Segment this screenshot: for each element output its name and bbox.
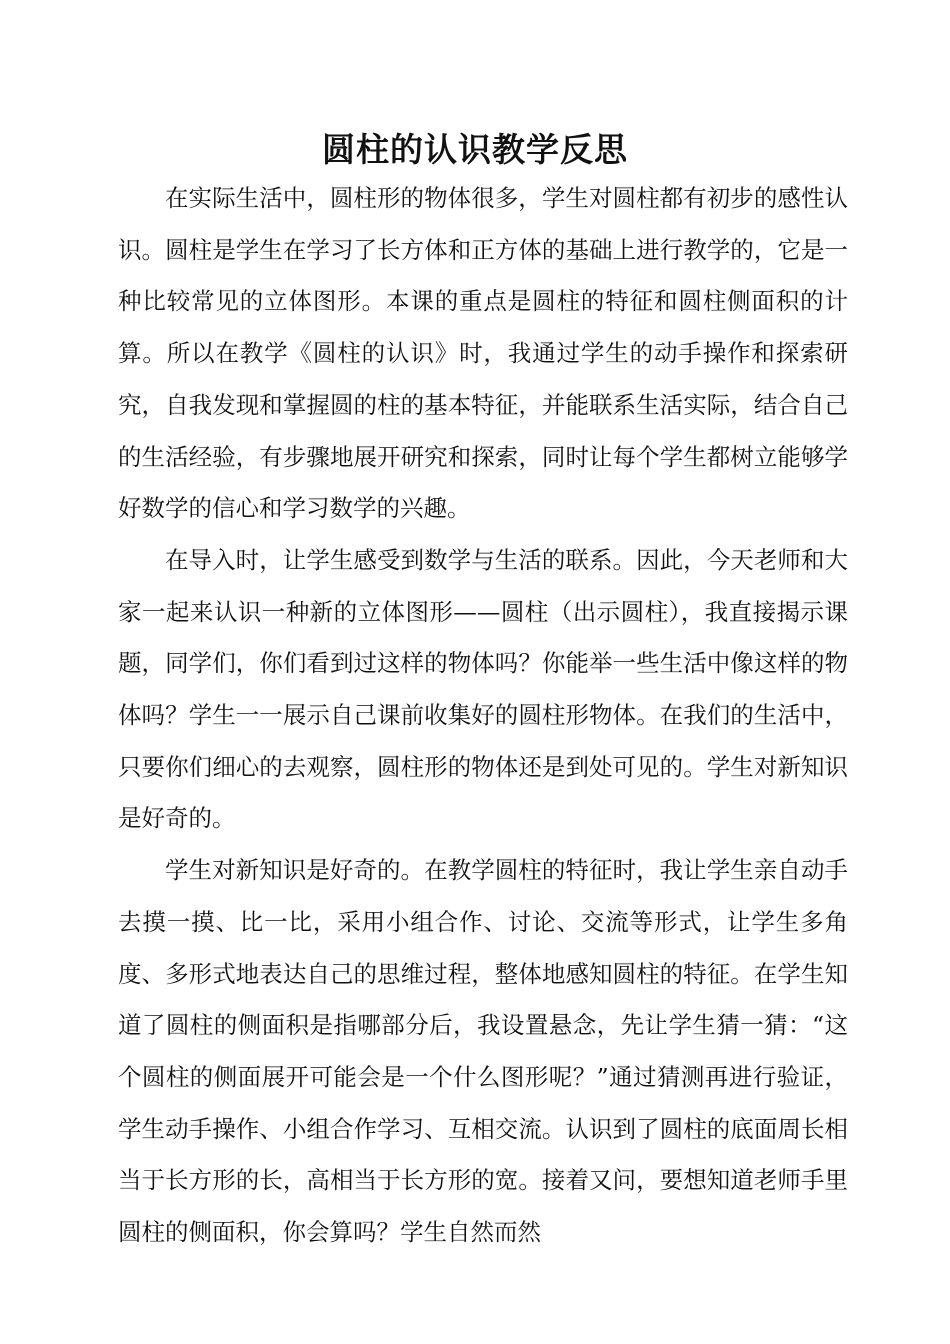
document-title: 圆柱的认识教学反思 (322, 130, 628, 169)
paragraph-3: 学生对新知识是好奇的。在教学圆柱的特征时，我让学生亲自动手去摸一摸、比一比，采用小组合作、讨论、交流等形式，让学生多角度、多形式地表达自己的思维过程，整体地感知圆柱的特征。在学生知道了圆柱的侧面积是指哪部分后，我设置悬念，先让学生猜一猜：“这个圆柱的侧面展开可能会是一个什么图形呢？”通过猜测再进行验证，学生动手操作、小组合作学习、互相交流。认识到了圆柱的底面周长相当于长方形的长，高相当于长方形的宽。接着又问，要想知道老师手里圆柱的侧面积，你会算吗？学生自然而然 (118, 856, 848, 1247)
paragraph-2: 在导入时，让学生感受到数学与生活的联系。因此，今天老师和大家一起来认识一种新的立体图形——圆柱（出示圆柱），我直接揭示课题，同学们，你们看到过这样的物体吗？你能举一些生活中像这样的物体吗？学生一一展示自己课前收集好的圆柱形物体。在我们的生活中，只要你们细心的去观察，圆柱形的物体还是到处可见的。学生对新知识是好奇的。 (118, 545, 848, 833)
paragraph-1: 在实际生活中，圆柱形的物体很多，学生对圆柱都有初步的感性认识。圆柱是学生在学习了长方体和正方体的基础上进行教学的，它是一种比较常见的立体图形。本课的重点是圆柱的特征和圆柱侧面积的计算。所以在教学《圆柱的认识》时，我通过学生的动手操作和探索研究，自我发现和掌握圆的柱的基本特征，并能联系生活实际，结合自己的生活经验，有步骤地展开研究和探索，同时让每个学生都树立能够学好数学的信心和学习数学的兴趣。 (118, 184, 848, 523)
document-body (118, 173, 848, 1259)
